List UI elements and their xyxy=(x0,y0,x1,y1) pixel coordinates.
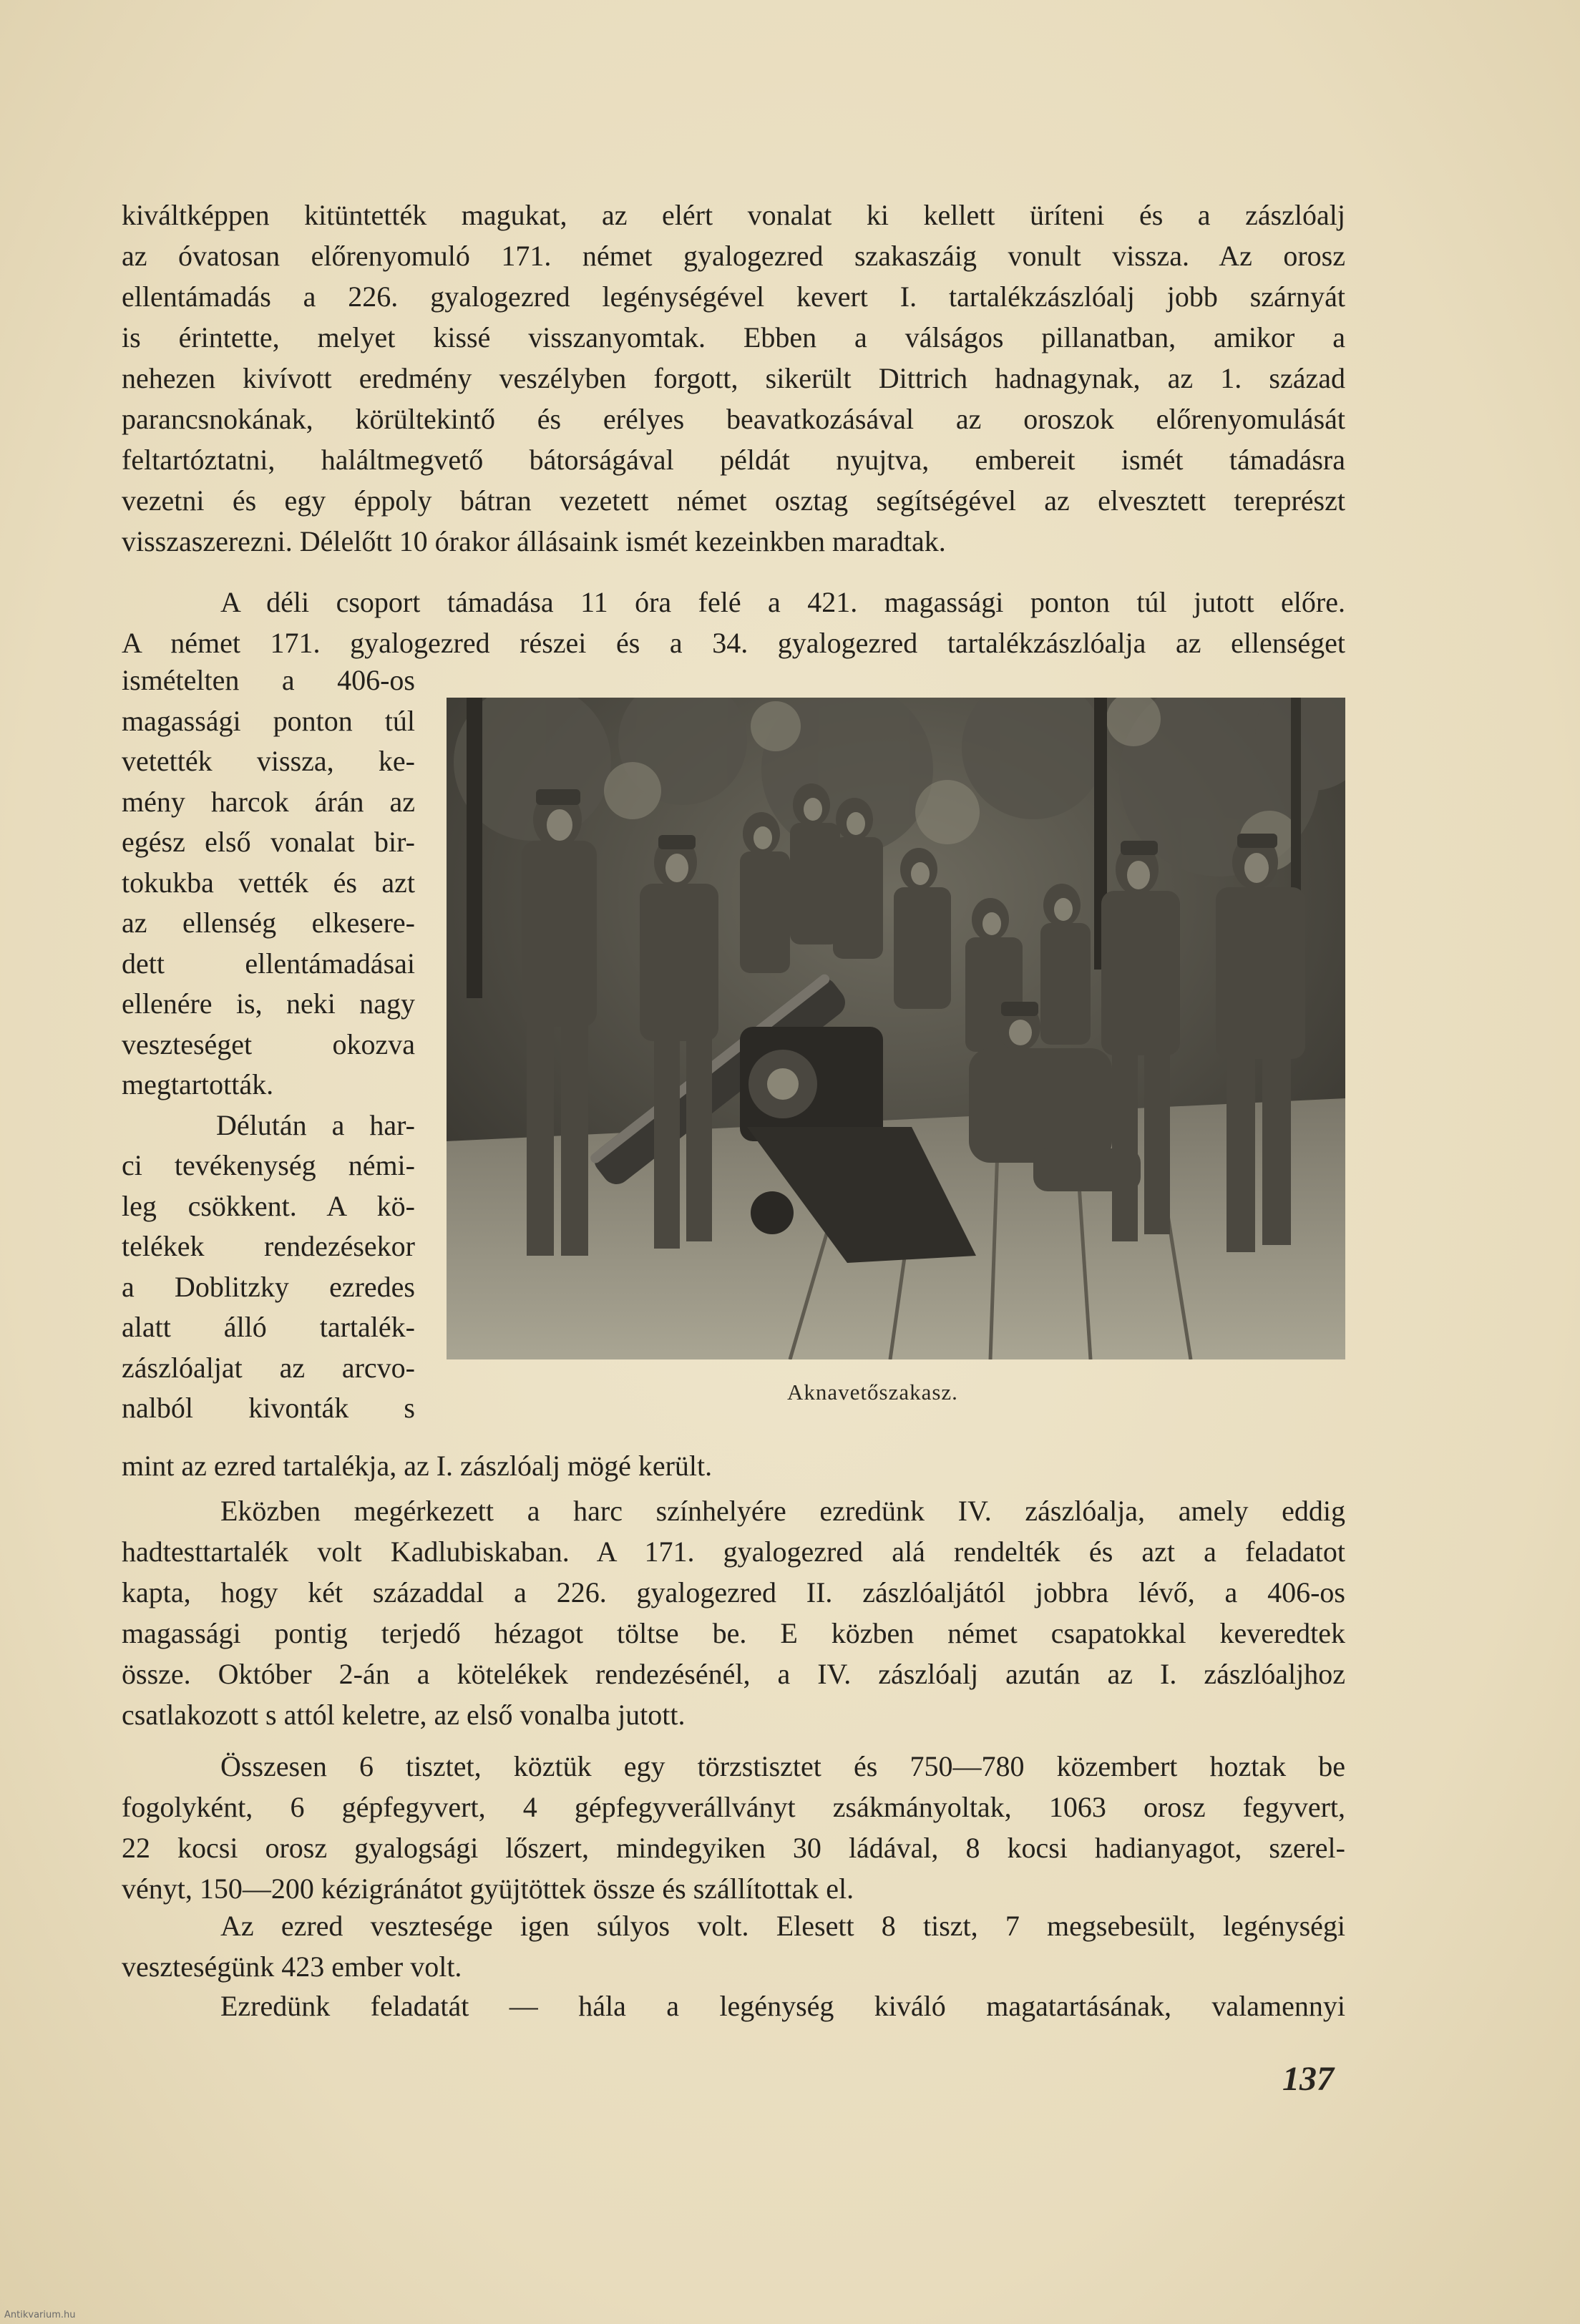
text-line: nehezen kivívott eredmény veszélyben forgott, sikerült Dittrich hadnagynak, az 1. század xyxy=(122,362,1345,394)
text-line: zászlóaljat az arcvo- xyxy=(122,1351,415,1384)
text-line: Eközben megérkezett a harc színhelyére ezredünk IV. zászlóalja, amely eddig xyxy=(220,1495,1345,1527)
text-line: ci tevékenység némi- xyxy=(122,1149,415,1181)
text-line: megtartották. xyxy=(122,1068,274,1100)
text-line: visszaszerezni. Délelőtt 10 órakor állásaink ismét kezeinkben maradtak. xyxy=(122,525,946,557)
text-line: Ezredünk feladatát — hála a legénység kiváló magatartásának, valamennyi xyxy=(220,1990,1345,2022)
paragraph-feladat xyxy=(122,1986,1345,2026)
text-line: A déli csoport támadása 11 óra felé a 421. magassági ponton túl jutott előre. xyxy=(220,586,1345,618)
text-line: hadtesttartalék volt Kadlubiskaban. A 171. gyalogezred alá rendelték és azt a feladatot xyxy=(122,1536,1345,1568)
text-line: magassági pontig terjedő hézagot töltse be. E közben német csapatokkal keveredtek xyxy=(122,1617,1345,1649)
text-line: 22 kocsi orosz gyalogsági lőszert, mindegyiken 30 ládával, 8 kocsi hadianyagot, szerel- xyxy=(122,1832,1345,1864)
watermark: Antikvarium.hu xyxy=(4,2310,76,2320)
text-line: nalból kivonták s xyxy=(122,1392,415,1424)
text-line: az óvatosan előrenyomuló 171. német gyalogezred szakaszáig vonult vissza. Az orosz xyxy=(122,240,1345,272)
text-line: össze. Október 2-án a kötelékek rendezésénél, a IV. zászlóalj azután az I. zászlóaljhoz xyxy=(122,1658,1345,1690)
text-line: vezetni és egy éppoly bátran vezetett német osztag segítségével az elvesztett tereprészt xyxy=(122,484,1345,517)
narrow-text-column xyxy=(122,660,415,1429)
text-line: kiváltképpen kitüntették magukat, az elért vonalat ki kellett üríteni és a zászlóalj xyxy=(122,199,1345,231)
text-line: telékek rendezésekor xyxy=(122,1230,415,1262)
text-line: Összesen 6 tisztet, köztük egy törzstisztet és 750—780 közembert hoztak be xyxy=(220,1750,1345,1782)
photo-illustration xyxy=(447,698,1345,1359)
paragraph-ekozben xyxy=(122,1490,1345,1735)
text-line: Délután a har- xyxy=(216,1108,415,1141)
second-paragraph xyxy=(122,582,1345,663)
photograph xyxy=(447,698,1345,1359)
text-line: mint az ezred tartalékja, az I. zászlóalj mögé került. xyxy=(122,1450,713,1482)
text-line: vényt, 150—200 kézigránátot gyüjtöttek össze és szállítottak el. xyxy=(122,1873,854,1905)
text-line: mény harcok árán az xyxy=(122,785,415,818)
text-line: egész első vonalat bir- xyxy=(122,826,415,858)
text-line: ismételten a 406-os xyxy=(122,664,415,696)
text-line: veszteséget okozva xyxy=(122,1027,415,1060)
text-line: kapta, hogy két századdal a 226. gyalogezred II. zászlóaljától jobbra lévő, a 406-os xyxy=(122,1576,1345,1608)
top-paragraph xyxy=(122,195,1345,562)
text-line: alatt álló tartalék- xyxy=(122,1311,415,1343)
paragraph-osszesen xyxy=(122,1746,1345,1909)
text-line: Az ezred vesztesége igen súlyos volt. Elesett 8 tiszt, 7 megsebesült, legénységi xyxy=(220,1910,1345,1942)
text-line: fogolyként, 6 gépfegyvert, 4 gépfegyverállványt zsákmányoltak, 1063 orosz fegyvert, xyxy=(122,1791,1345,1823)
text-line: dett ellentámadásai xyxy=(122,947,415,980)
text-line: magassági ponton túl xyxy=(122,704,415,737)
text-line: csatlakozott s attól keletre, az első vonalba jutott. xyxy=(122,1699,686,1731)
after-photo-text xyxy=(122,1445,1345,1486)
text-line: ellentámadás a 226. gyalogezred legénységével kevert I. tartalékzászlóalj jobb szárnyát xyxy=(122,280,1345,313)
paragraph-veszteseg xyxy=(122,1905,1345,1987)
text-line: veszteségünk 423 ember volt. xyxy=(122,1951,462,1983)
text-line: vetették vissza, ke- xyxy=(122,745,415,777)
text-line: feltartóztatni, haláltmegvető bátorságával példát nyujtva, embereit ismét támadásra xyxy=(122,444,1345,476)
text-line: is érintette, melyet kissé visszanyomtak. Ebben a válságos pillanatban, amikor a xyxy=(122,321,1345,353)
text-line: leg csökkent. A kö- xyxy=(122,1189,415,1222)
text-line: az ellenség elkesere- xyxy=(122,907,415,939)
text-line: A német 171. gyalogezred részei és a 34. gyalogezred tartalékzászlóalja az ellenséget xyxy=(122,627,1345,659)
text-line: tokukba vették és azt xyxy=(122,866,415,899)
photo-caption: Aknavetőszakasz. xyxy=(787,1380,958,1405)
text-line: a Doblitzky ezredes xyxy=(122,1270,415,1303)
page-number: 137 xyxy=(1282,2060,1334,2098)
mortar-crew-photo xyxy=(447,698,1345,1359)
text-line: ellenére is, neki nagy xyxy=(122,987,415,1020)
text-line: parancsnokának, körültekintő és erélyes beavatkozásával az oroszok előrenyomulását xyxy=(122,403,1345,435)
